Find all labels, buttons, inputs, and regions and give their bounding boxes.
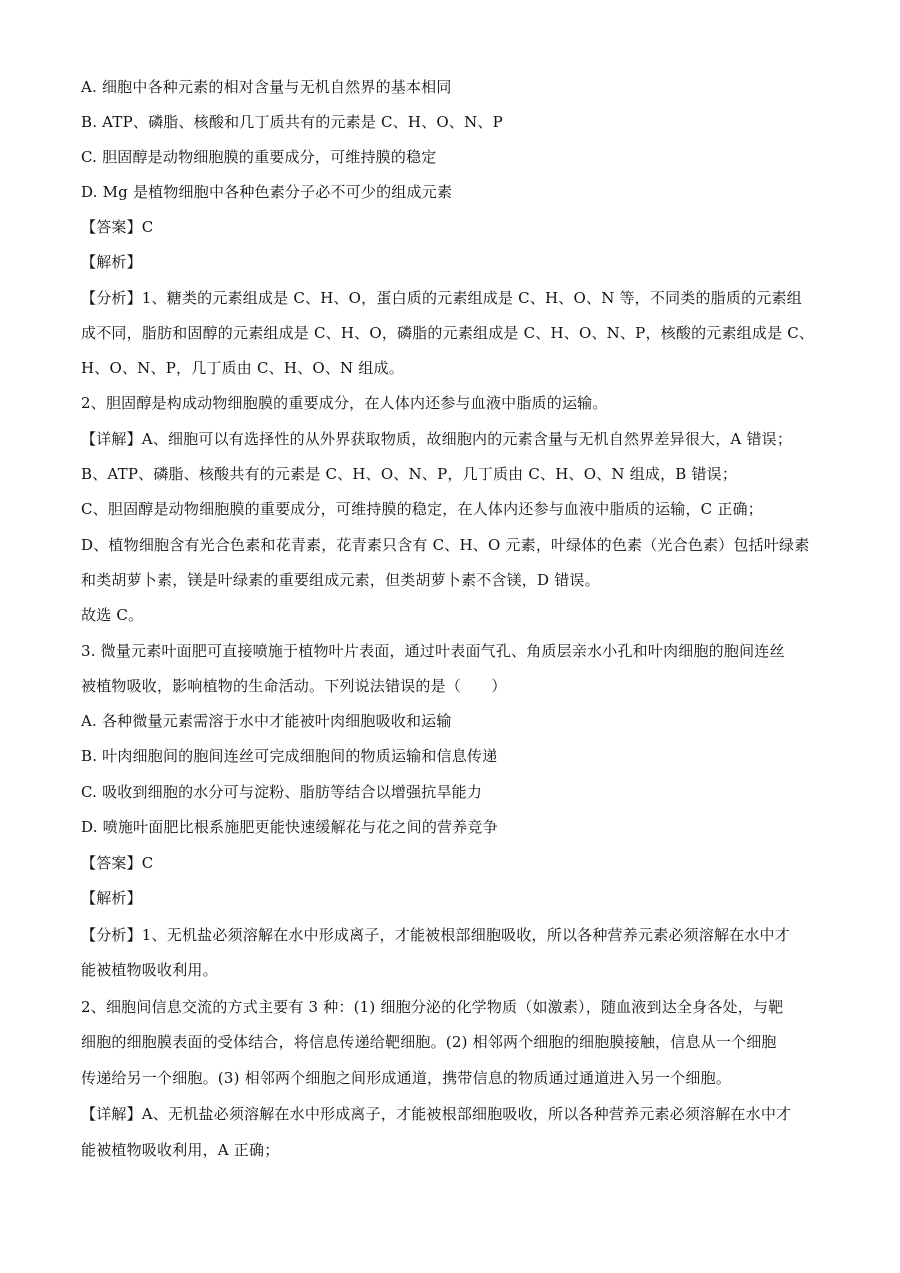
detail-line: B、ATP、磷脂、核酸共有的元素是 C、H、O、N、P，几丁质由 C、H、O、N 组成，B 错误； bbox=[81, 465, 738, 483]
analysis-line: 【分析】1、糖类的元素组成是 C、H、O，蛋白质的元素组成是 C、H、O、N 等，不同类的脂质的元素组 bbox=[81, 289, 802, 307]
detail-line: C、胆固醇是动物细胞膜的重要成分，可维持膜的稳定，在人体内还参与血液中脂质的运输，C 正确； bbox=[81, 500, 763, 518]
detail-line: D、植物细胞含有光合色素和花青素，花青素只含有 C、H、O 元素，叶绿体的色素（光合色素）包括叶绿素 bbox=[81, 536, 810, 554]
explanation-label: 【解析】 bbox=[81, 889, 142, 907]
analysis-line: 成不同，脂肪和固醇的元素组成是 C、H、O，磷脂的元素组成是 C、H、O、N、P，核酸的元素组成是 C、 bbox=[81, 324, 815, 342]
analysis-line: H、O、N、P，几丁质由 C、H、O、N 组成。 bbox=[81, 359, 404, 377]
option-a-text: A. 各种微量元素需溶于水中才能被叶肉细胞吸收和运输 bbox=[81, 712, 452, 730]
explanation-label: 【解析】 bbox=[81, 253, 142, 271]
question-3-stem: 3. 微量元素叶面肥可直接喷施于植物叶片表面，通过叶表面气孔、角质层亲水小孔和叶肉细胞的胞间连丝 bbox=[81, 642, 785, 660]
question-3-stem: 被植物吸收，影响植物的生命活动。下列说法错误的是（ ） bbox=[81, 677, 507, 695]
option-c-text: C. 胆固醇是动物细胞膜的重要成分，可维持膜的稳定 bbox=[81, 148, 437, 166]
conclusion-line: 故选 C。 bbox=[81, 606, 144, 624]
option-d-text: D. Mg 是植物细胞中各种色素分子必不可少的组成元素 bbox=[81, 183, 453, 201]
detail-line: 【详解】A、细胞可以有选择性的从外界获取物质，故细胞内的元素含量与无机自然界差异很大，A 错误； bbox=[81, 430, 793, 448]
option-b-text: B. 叶肉细胞间的胞间连丝可完成细胞间的物质运输和信息传递 bbox=[81, 747, 498, 765]
answer-label: 【答案】C bbox=[81, 218, 154, 236]
analysis-line: 【分析】1、无机盐必须溶解在水中形成离子，才能被根部细胞吸收，所以各种营养元素必须溶解在水中才 bbox=[81, 926, 790, 944]
detail-line: 能被植物吸收利用，A 正确； bbox=[81, 1141, 280, 1159]
analysis-line: 细胞的细胞膜表面的受体结合，将信息传递给靶细胞。(2) 相邻两个细胞的细胞膜接触，信息从一个细胞 bbox=[81, 1033, 777, 1051]
option-b-text: B. ATP、磷脂、核酸和几丁质共有的元素是 C、H、O、N、P bbox=[81, 113, 503, 131]
answer-label: 【答案】C bbox=[81, 854, 154, 872]
analysis-line: 能被植物吸收利用。 bbox=[81, 961, 218, 979]
detail-line: 和类胡萝卜素，镁是叶绿素的重要组成元素，但类胡萝卜素不含镁，D 错误。 bbox=[81, 571, 600, 589]
option-d-text: D. 喷施叶面肥比根系施肥更能快速缓解花与花之间的营养竞争 bbox=[81, 818, 498, 836]
analysis-line: 传递给另一个细胞。(3) 相邻两个细胞之间形成通道，携带信息的物质通过通道进入另一个细胞。 bbox=[81, 1069, 732, 1087]
detail-line: 【详解】A、无机盐必须溶解在水中形成离子，才能被根部细胞吸收，所以各种营养元素必须溶解在水中才 bbox=[81, 1105, 792, 1123]
analysis-line: 2、胆固醇是构成动物细胞膜的重要成分，在人体内还参与血液中脂质的运输。 bbox=[81, 394, 608, 412]
analysis-line: 2、细胞间信息交流的方式主要有 3 种：(1) 细胞分泌的化学物质（如激素），随血液到达全身各处，与靶 bbox=[81, 998, 784, 1016]
option-c-text: C. 吸收到细胞的水分可与淀粉、脂肪等结合以增强抗旱能力 bbox=[81, 783, 483, 801]
option-a-text: A. 细胞中各种元素的相对含量与无机自然界的基本相同 bbox=[81, 78, 452, 96]
